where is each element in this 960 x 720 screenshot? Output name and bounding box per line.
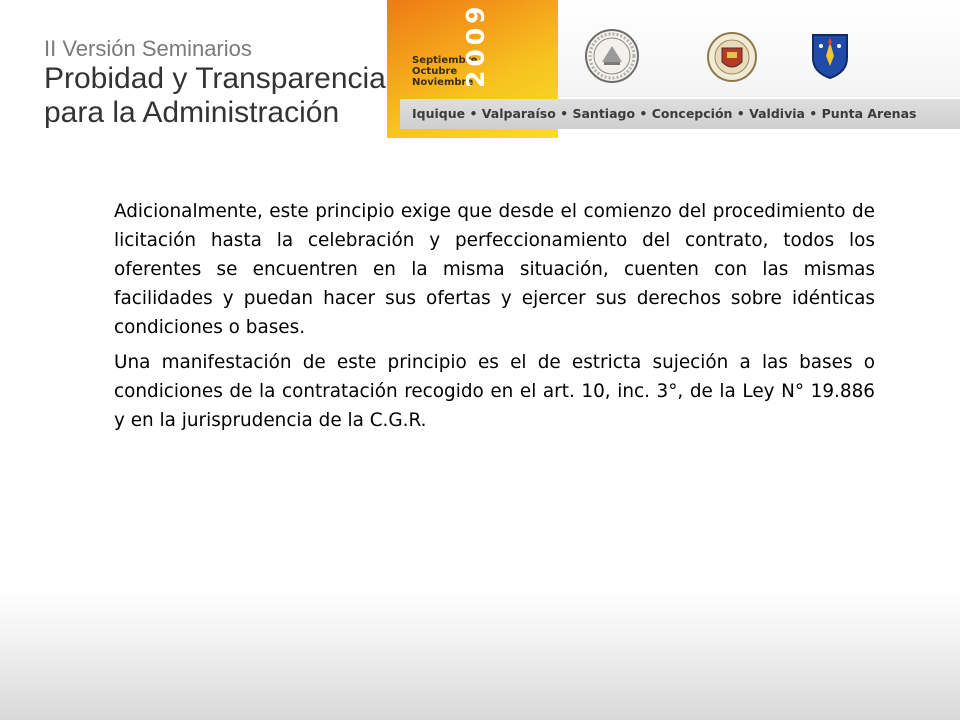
- series-title: II Versión Seminarios: [44, 36, 252, 61]
- university-shield-icon: [810, 32, 850, 80]
- university-seal-icon: [707, 30, 757, 84]
- slide-body: [114, 197, 875, 441]
- title-line-1: Probidad y Transparencia: [44, 62, 386, 95]
- title-line-2: para la Administración: [44, 96, 340, 129]
- month-september: Septiembre: [412, 55, 478, 66]
- page-title: [44, 62, 386, 130]
- paragraph-1: Adicionalmente, este principio exige que desde el comienzo del procedimiento de licitación hasta la celebración y perfeccionamiento del contrato, todos los oferentes se encuentren en la misma situación, cuenten con las mismas facilidades y puedan hacer sus ofertas y ejercer sus derechos sobre idénticas condiciones o bases.: [114, 201, 875, 338]
- paragraph-2: Una manifestación de este principio es el de estricta sujeción a las bases o condiciones de la contratación recogido en el art. 10, inc. 3°, de la Ley N° 19.886 y en la jurisprudencia de la C.G.R.: [114, 352, 875, 431]
- month-november: Noviembre: [412, 77, 474, 88]
- logos-strip: [558, 0, 960, 97]
- cities-bar: [400, 99, 960, 129]
- cities-list: Iquique • Valparaíso • Santiago • Concepción • Valdivia • Punta Arenas: [412, 106, 917, 121]
- month-october: Octubre: [412, 66, 458, 77]
- event-year: 2009: [461, 2, 490, 88]
- contraloria-seal-icon: [584, 28, 640, 84]
